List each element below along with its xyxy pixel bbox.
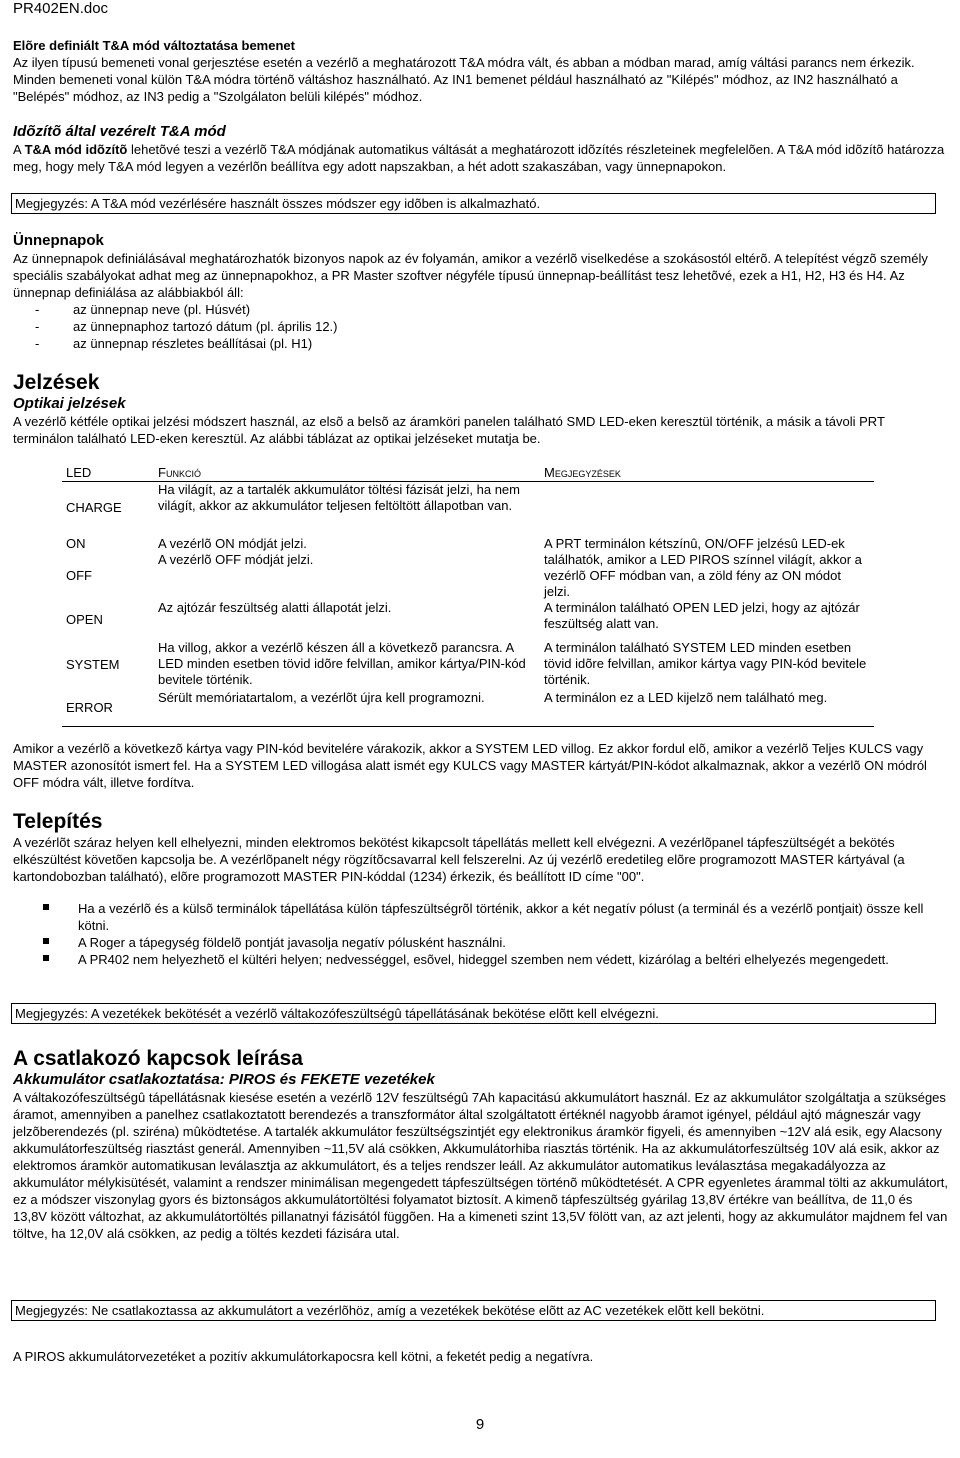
led-function: A vezérlõ ON módját jelzi.	[158, 536, 307, 551]
led-name: OPEN	[66, 612, 103, 627]
text-part: lehetõvé teszi a vezérlõ T&A módjának automatikus váltását a meghatározott idõzítés részleteinek megfelelõen. A T&A mód idõzítõ határozza meg, hogy mely T&A mód legyen a vezérlõn beállítva egy adott napszakban, a hét adott szakaszában, vagy ünnepnapokon.	[13, 142, 945, 174]
table-row	[62, 482, 874, 535]
header-function: Funkció	[154, 465, 540, 482]
section-text: A vezérlõ kétféle optikai jelzési módszert használ, az elsõ a belsõ az áramköri panelen található SMD LED-eken keresztül történik, a másik a távoli PRT terminálon található LED-eken keresztül. Az alábbi táblázat az optikai jelzéseket mutatja be.	[13, 414, 885, 446]
text-bold: T&A mód idõzítõ	[24, 142, 128, 157]
section-battery-wires	[13, 1348, 948, 1365]
section-text: Az ilyen típusú bemeneti vonal gerjesztése esetén a vezérlõ a meghatározott T&A módra vált, és abban a módban marad, amíg váltási parancs nem érkezik. Minden bemeneti vonal külön T&A módra történõ váltáshoz használható. Az IN1 bemenet például használható az "Kilépés" módhoz, az IN2 használható a "Belépés" módhoz, az IN3 pedig a "Szolgálaton belüli kilépés" módhoz.	[13, 55, 915, 104]
section-heading: Jelzések	[13, 371, 100, 394]
led-table	[62, 465, 874, 727]
note-box: Megjegyzés: A vezetékek bekötését a vezérlõ váltakozófeszültségû tápellátásának bekötése elõtt kell elvégezni.	[11, 1003, 936, 1024]
section-installation	[13, 809, 948, 968]
section-subtitle: Optikai jelzések	[13, 395, 126, 412]
section-system-led	[13, 740, 948, 791]
note-box: Megjegyzés: Ne csatlakoztassa az akkumulátort a vezérlõhöz, amíg a vezetékek bekötése elõtt az AC vezetékek elõtt kell bekötni.	[11, 1300, 936, 1321]
header-notes: Megjegyzések	[540, 465, 874, 482]
table-row	[62, 534, 874, 552]
section-title: Elõre definiált T&A mód változtatása bemenet	[13, 38, 295, 53]
bullet-square-icon	[43, 955, 49, 961]
led-note: A terminálon ez a LED kijelzõ nem található meg.	[540, 690, 874, 727]
section-text: A PIROS akkumulátorvezetéket a pozitív akkumulátorkapocsra kell kötni, a feketét pedig a negatívra.	[13, 1349, 594, 1364]
led-name: CHARGE	[66, 500, 122, 515]
led-function: Ha világít, az a tartalék akkumulátor töltési fázisát jelzi, ha nem világít, akkor az akkumulátor teljesen feltöltött állapotban van.	[158, 482, 520, 513]
led-function: A vezérlõ OFF módját jelzi.	[158, 552, 314, 567]
section-title: Ünnepnapok	[13, 232, 104, 249]
page-number: 9	[475, 1416, 485, 1433]
section-text: A váltakozófeszültségû tápellátásnak kiesése esetén a vezérlõ 12V feszültségû 7Ah kapacitású akkumulátort használ. Ez az akkumulátor szolgáltatja a szükséges áramot, amennyiben a panelhez csatlakoztatott berendezés a transzformátor által szolgáltatott értéknél nagyobb áramot igényel, például ajtó mágneszár vagy jelzõberendezés (pl. sziréna) mûködtetése. A tartalék akkumulátor feszültségszintjét egy elektronikus áramkör figyeli, és amennyiben ~12V alá esik, egy Alacsony akkumulátorfeszültség riasztást generál. Amennyiben ~11,5V alá csökken, Akkumulátorhiba riasztás történik. Ha az akkumulátorfeszültség 10V alá esik, akkor az elektromos áramkör automatikusan leválasztja az akkumulátort, és a teljes rendszer leáll. Az akkumulátor automatikus leválasztása megakadályozza az akkumulátor mélykisütését, valamint a rendszer minimálisan megengedett tápfeszültségen történõ mûködtetését. A CPR egyenletes árammal tölti az akkumulátort, ez a módszer viszonylag gyors és biztonságos akkumulátortöltési folyamatot biztosít. A kimenõ tápfeszültség gyárilag 13,8V értékre van beállítva, de 11,0 és 13,8V között változhat, az akkumulátortöltés pillanatnyi fázisától függõen. Ha a kimeneti szint 13,5V fölött van, az azt jelenti, hogy az akkumulátor majdnem fel van töltve, ha 12,0V alá csökken, az pedig a töltés kezdeti fázisára utal.	[13, 1090, 949, 1241]
section-terminals	[13, 1046, 948, 1242]
led-note	[540, 482, 874, 535]
section-text: Amikor a vezérlõ a következõ kártya vagy PIN-kód bevitelére várakozik, akkor a SYSTEM LED villog. Ez akkor fordul elõ, amikor a vezérlõ Teljes KULCS vagy MASTER azonosítót ismert fel. Ha a SYSTEM LED villogása alatt ismét egy KULCS vagy MASTER kártyát/PIN-kódot alkalmaznak, akkor a vezérlõ ON módról OFF módra vált, illetve fordítva.	[13, 741, 927, 790]
section-heading: A csatlakozó kapcsok leírása	[13, 1047, 303, 1070]
bullet-square-icon	[43, 904, 49, 910]
led-name: SYSTEM	[66, 657, 120, 672]
bullet-square-icon	[43, 938, 49, 944]
bullet-text: Ha a vezérlõ és a külsõ terminálok tápellátása külön tápfeszültségrõl történik, akkor a két negatív pólust (a terminál és a vezérlõ pontjait) össze kell kötni.	[78, 901, 924, 933]
led-note: A terminálon található OPEN LED jelzi, hogy az ajtózár feszültség alatt van.	[544, 600, 860, 631]
section-predefined-mode	[13, 37, 948, 105]
list-item: - az ünnepnap részletes beállításai (pl. H1)	[13, 335, 948, 352]
section-signals	[13, 370, 948, 447]
bullet-text: A PR402 nem helyezhetõ el kültéri helyen; nedvességgel, esõvel, hideggel szemben nem védett, kizárólag a beltéri elhelyezés megengedett.	[78, 952, 889, 967]
led-name: ERROR	[62, 690, 154, 727]
led-function: Sérült memóriatartalom, a vezérlõt újra kell programozni.	[154, 690, 540, 727]
list-item	[13, 900, 948, 934]
list-item: - az ünnepnap neve (pl. Húsvét)	[13, 301, 948, 318]
section-text: A vezérlõt száraz helyen kell elhelyezni, minden elektromos bekötést kikapcsolt tápellátás mellett kell elvégezni. A vezérlõpanel tápfeszültségét a bekötés elkészültést követõen kapcsolja be. A vezérlõpanelt négy rögzítõcsavarral kell felszerelni. Az új vezérlõ eredetileg elõre programozott MASTER kártyával (a kartondobozban található), elõre programozott MASTER PIN-kóddal (1234) érkezik, és beállított ID címe "00".	[13, 835, 905, 884]
table-row	[62, 690, 874, 727]
led-function: Az ajtózár feszültség alatti állapotát jelzi.	[158, 600, 392, 615]
text-part: A	[13, 142, 25, 157]
bullet-text: A Roger a tápegység földelõ pontját javasolja negatív pólusként használni.	[78, 935, 506, 950]
section-text	[13, 141, 948, 175]
led-function: Ha villog, akkor a vezérlõ készen áll a következõ parancsra. A LED minden esetben tövid idõre felvillan, amikor kártya/PIN-kód bevitele történik.	[158, 640, 526, 687]
led-name: ON	[66, 536, 86, 551]
section-holidays	[13, 232, 948, 352]
header-led: LED	[62, 465, 154, 482]
led-note: A terminálon található SYSTEM LED minden esetben tövid idõre felvillan, amikor kártya vagy PIN-kód bevitele történik.	[544, 640, 867, 687]
section-text: Az ünnepnapok definiálásával meghatározhatók bizonyos napok az év folyamán, amikor a vezérlõ viselkedése a szokásostól eltérõ. A telepítést végzõ személy speciális szabályokat adhat meg az ünnepnapokhoz, a PR Master szoftver négyféle típusú ünnepnap-beállítást tesz lehetõvé, ezek a H1, H2, H3 és H4. Az ünnepnap definiálása az alábbiakból áll:	[13, 251, 928, 300]
section-subtitle: Akkumulátor csatlakoztatása: PIROS és FEKETE vezetékek	[13, 1071, 435, 1088]
led-name: OFF	[66, 568, 92, 583]
section-title: Idõzítõ által vezérelt T&A mód	[13, 123, 226, 140]
section-timer-mode	[13, 123, 948, 175]
list-item: - az ünnepnaphoz tartozó dátum (pl. április 12.)	[13, 318, 948, 335]
list-item	[13, 951, 948, 968]
section-heading: Telepítés	[13, 810, 103, 833]
note-box: Megjegyzés: A T&A mód vezérlésére használt összes módszer egy idõben is alkalmazható.	[11, 193, 936, 214]
list-item	[13, 934, 948, 951]
document-header: PR402EN.doc	[13, 0, 109, 17]
table-row	[62, 600, 874, 640]
holiday-list	[13, 301, 948, 352]
led-note: A PRT terminálon kétszínû, ON/OFF jelzésû LED-ek találhatók, amikor a LED PIROS színnel világít, akkor a vezérlõ OFF módban van, a zöld fény az ON módot jelzi.	[544, 536, 862, 599]
table-row	[62, 640, 874, 690]
table-header-row	[62, 465, 874, 482]
install-bullet-list	[13, 900, 948, 968]
